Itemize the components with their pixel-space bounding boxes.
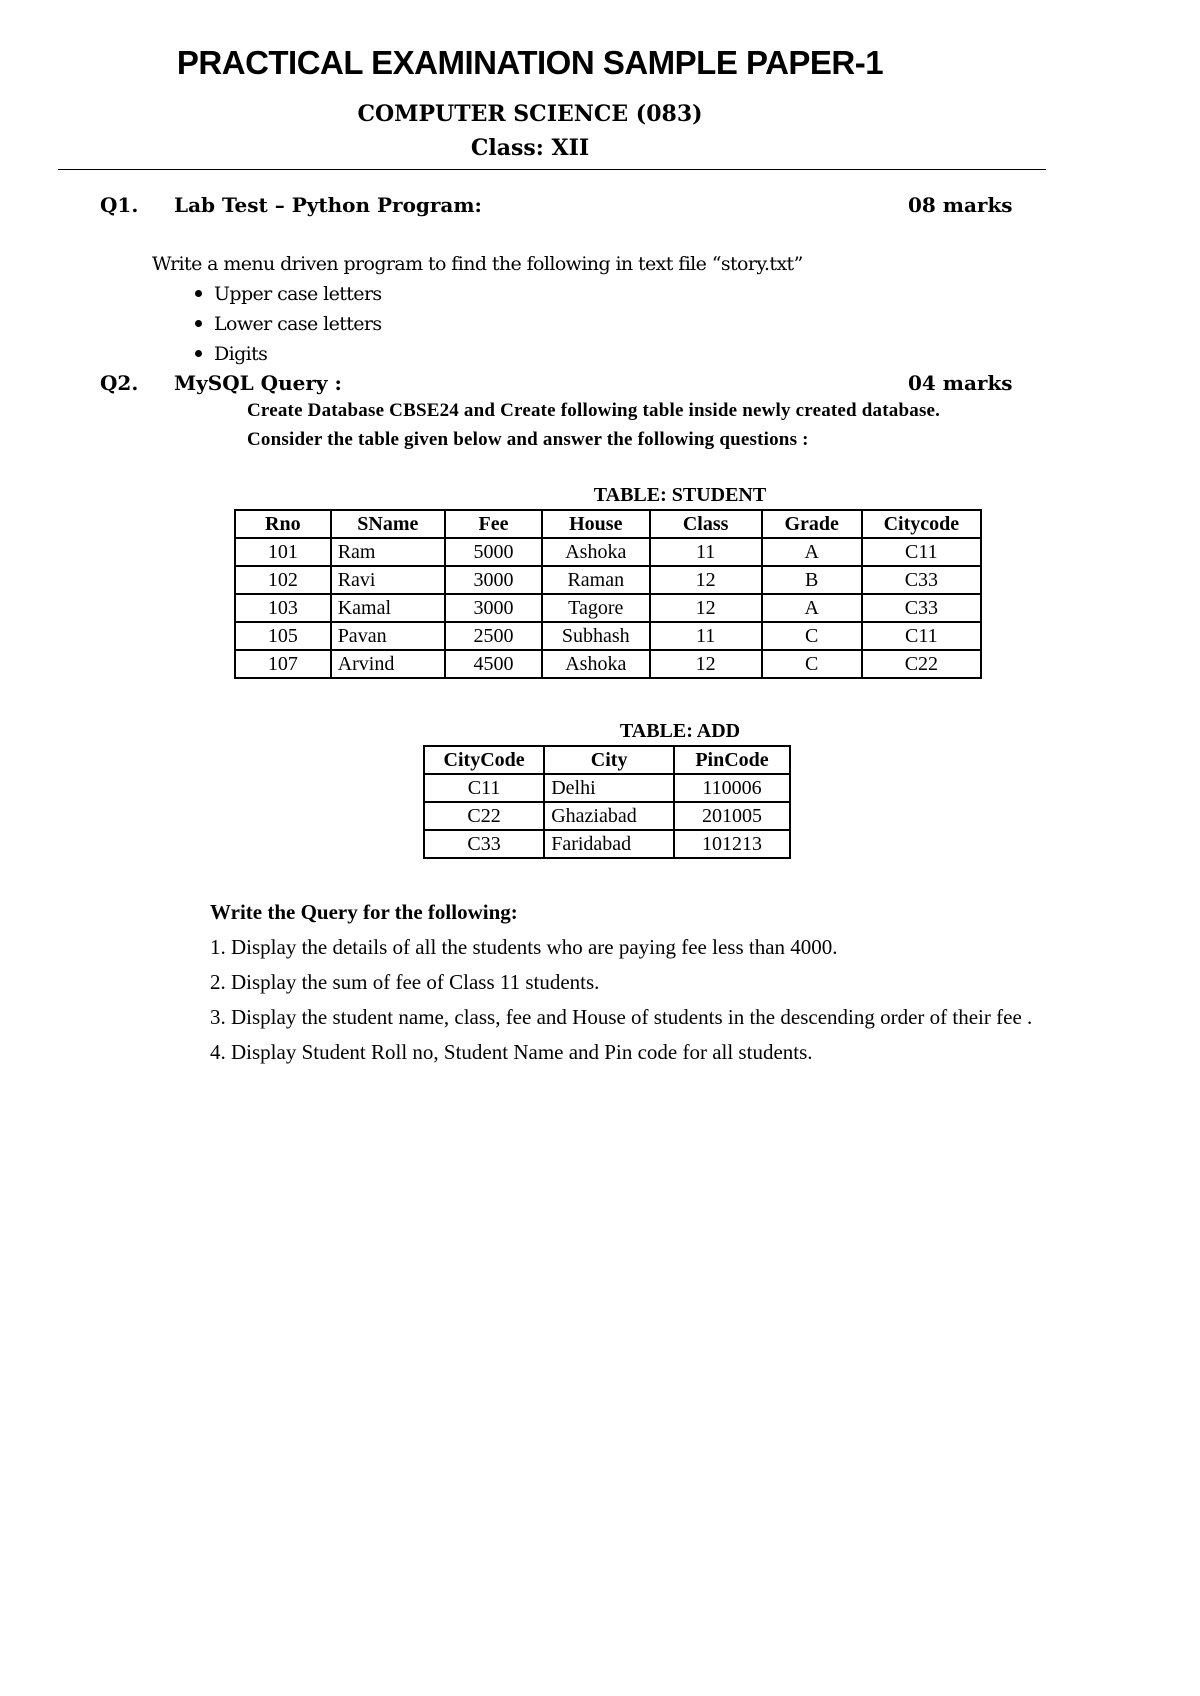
- q1-bullet-item: Digits: [214, 339, 267, 369]
- table-cell: 12: [650, 566, 762, 594]
- column-header: City: [544, 746, 674, 774]
- table-cell: 3000: [445, 594, 542, 622]
- table-cell: 102: [235, 566, 331, 594]
- table-cell: 110006: [674, 774, 790, 802]
- table-cell: C11: [424, 774, 544, 802]
- column-header: SName: [331, 510, 445, 538]
- table-cell: Subhash: [542, 622, 650, 650]
- query-item: 1. Display the details of all the students who are paying fee less than 4000.: [210, 935, 838, 959]
- table-cell: 11: [650, 622, 762, 650]
- table-cell: B: [762, 566, 862, 594]
- student-table: [234, 509, 982, 679]
- q1-heading: [100, 190, 1020, 220]
- table-cell: Ghaziabad: [544, 802, 674, 830]
- table-cell: C11: [862, 622, 981, 650]
- table-cell: Raman: [542, 566, 650, 594]
- table-cell: 11: [650, 538, 762, 566]
- q2-title: MySQL Query :: [174, 371, 342, 395]
- table-row: [235, 650, 981, 678]
- table-cell: 12: [650, 650, 762, 678]
- table-cell: C: [762, 622, 862, 650]
- table-cell: Kamal: [331, 594, 445, 622]
- table-row: [235, 538, 981, 566]
- query-heading: Write the Query for the following:: [210, 900, 518, 924]
- table-cell: 201005: [674, 802, 790, 830]
- table-cell: Ram: [331, 538, 445, 566]
- q1-marks: 08 marks: [908, 193, 1013, 217]
- q1-bullet-item: Lower case letters: [214, 309, 382, 339]
- query-item: 4. Display Student Roll no, Student Name and Pin code for all students.: [210, 1040, 813, 1064]
- q1-title: Lab Test – Python Program:: [174, 193, 482, 217]
- table-header-row: [424, 746, 790, 774]
- column-header: Class: [650, 510, 762, 538]
- table-cell: Faridabad: [544, 830, 674, 858]
- add-table-caption: TABLE: ADD: [619, 720, 741, 742]
- table-cell: 103: [235, 594, 331, 622]
- table-cell: 105: [235, 622, 331, 650]
- q1-bullet-item: Upper case letters: [214, 279, 382, 309]
- table-row: [424, 802, 790, 830]
- table-cell: 2500: [445, 622, 542, 650]
- class-heading: Class: XII: [470, 135, 590, 161]
- table-cell: Ashoka: [542, 538, 650, 566]
- column-header: CityCode: [424, 746, 544, 774]
- table-row: [235, 566, 981, 594]
- table-row: [424, 774, 790, 802]
- q1-instruction: Write a menu driven program to find the following in text file “story.txt”: [152, 253, 803, 275]
- column-header: Grade: [762, 510, 862, 538]
- subject-heading: COMPUTER SCIENCE (083): [357, 101, 703, 127]
- column-header: Rno: [235, 510, 331, 538]
- column-header: PinCode: [674, 746, 790, 774]
- q1-number: Q1.: [100, 193, 139, 217]
- table-cell: 4500: [445, 650, 542, 678]
- q2-heading: [100, 368, 1020, 398]
- q2-number: Q2.: [100, 371, 139, 395]
- table-cell: C33: [862, 566, 981, 594]
- column-header: Fee: [445, 510, 542, 538]
- query-list: [210, 898, 1135, 1073]
- query-item: 3. Display the student name, class, fee and House of students in the descending order of their fee .: [210, 1005, 1033, 1029]
- table-cell: C33: [862, 594, 981, 622]
- table-cell: A: [762, 594, 862, 622]
- table-cell: 5000: [445, 538, 542, 566]
- table-cell: Delhi: [544, 774, 674, 802]
- add-table: [423, 745, 791, 859]
- table-row: [424, 830, 790, 858]
- header-divider: [58, 169, 1046, 170]
- table-cell: 107: [235, 650, 331, 678]
- table-row: [235, 622, 981, 650]
- table-cell: C22: [424, 802, 544, 830]
- table-cell: 3000: [445, 566, 542, 594]
- q2-line2: Consider the table given below and answer the following questions :: [247, 429, 809, 450]
- table-cell: 101: [235, 538, 331, 566]
- page-title: PRACTICAL EXAMINATION SAMPLE PAPER-1: [176, 44, 884, 81]
- table-cell: C: [762, 650, 862, 678]
- table-header-row: [235, 510, 981, 538]
- table-row: [235, 594, 981, 622]
- column-header: House: [542, 510, 650, 538]
- table-cell: C22: [862, 650, 981, 678]
- q2-marks: 04 marks: [908, 371, 1013, 395]
- table-cell: 12: [650, 594, 762, 622]
- query-item: 2. Display the sum of fee of Class 11 students.: [210, 970, 600, 994]
- table-cell: Pavan: [331, 622, 445, 650]
- table-cell: 101213: [674, 830, 790, 858]
- table-cell: C11: [862, 538, 981, 566]
- table-cell: Ashoka: [542, 650, 650, 678]
- table-cell: Arvind: [331, 650, 445, 678]
- table-cell: A: [762, 538, 862, 566]
- table-cell: Tagore: [542, 594, 650, 622]
- table-cell: Ravi: [331, 566, 445, 594]
- column-header: Citycode: [862, 510, 981, 538]
- student-table-caption: TABLE: STUDENT: [593, 484, 767, 506]
- q2-line1: Create Database CBSE24 and Create following table inside newly created database.: [247, 400, 941, 421]
- table-cell: C33: [424, 830, 544, 858]
